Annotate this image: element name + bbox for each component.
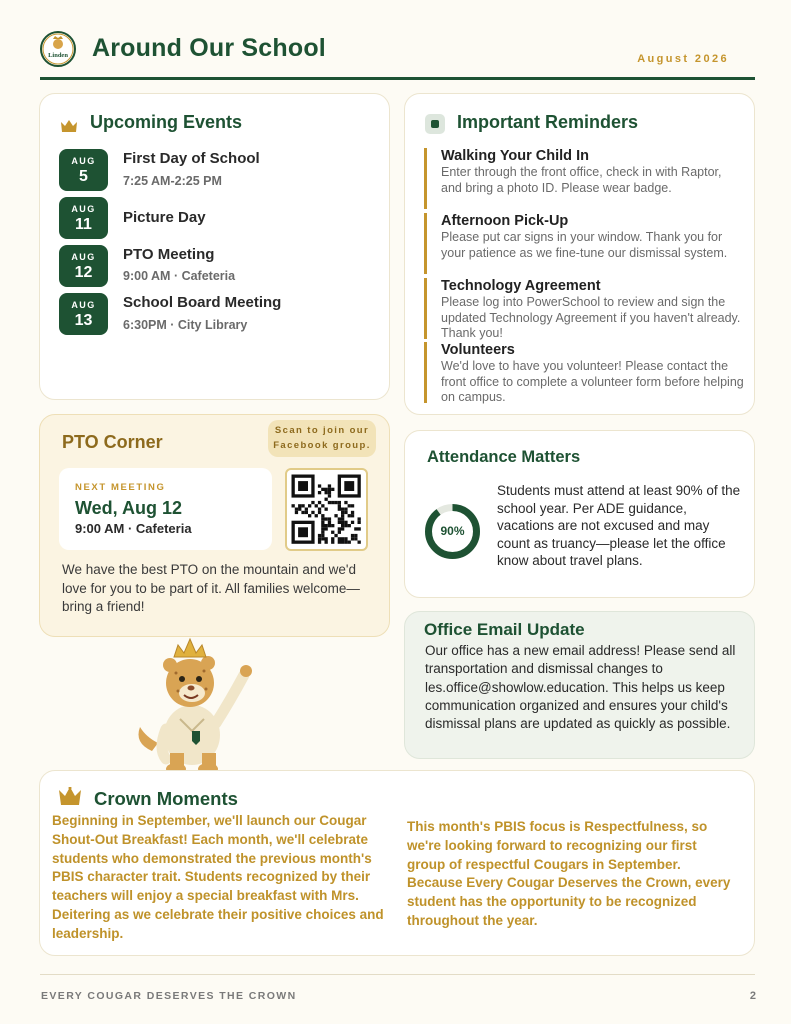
event-item	[59, 245, 379, 287]
event-date-badge	[59, 293, 108, 335]
footer-divider	[40, 974, 755, 975]
event-item	[59, 293, 379, 335]
office-email-text: Our office has a new email address! Please send all transportation and dismissal changes to les.office@showlow.education. This helps us keep communication organized and ensures your child's dismissal plans are updated as quickly as possible.	[425, 643, 736, 732]
event-name: PTO Meeting	[123, 246, 215, 263]
crown-moments-right-text: This month's PBIS focus is Respectfulness, so we're looking forward to recognizing our first group of respectful Cougars in September. Because Every Cougar Deserves the Crown, every student has the opportunity to be recognized throughout the year.	[407, 819, 731, 928]
event-month: AUG	[71, 300, 96, 310]
logo-text: Linden	[48, 52, 68, 59]
header-divider	[40, 77, 755, 80]
event-detail: 6:30PM · City Library	[123, 318, 248, 332]
office-email-title: Office Email Update	[424, 620, 585, 639]
event-date-badge	[59, 197, 108, 239]
scan-hint-line: Facebook group.	[273, 440, 371, 451]
attendance-percent: 90%	[440, 524, 465, 538]
reminder-item	[424, 342, 744, 403]
reminder-title: Technology Agreement	[441, 278, 601, 294]
attendance-title: Attendance Matters	[427, 448, 581, 466]
next-meeting-label: NEXT MEETING	[75, 482, 166, 493]
cougar-mascot-illustration	[132, 631, 258, 777]
reminder-title: Afternoon Pick-Up	[441, 213, 569, 229]
footer-motto: EVERY COUGAR DESERVES THE CROWN	[41, 990, 297, 1002]
qr-code-icon[interactable]	[285, 468, 368, 551]
square-icon	[425, 114, 445, 134]
reminder-item	[424, 213, 744, 274]
reminder-body: Please put car signs in your window. Thank you for your patience as we fine-tune our dismissal system.	[441, 230, 728, 260]
reminder-item	[424, 278, 744, 339]
event-name: First Day of School	[123, 150, 260, 167]
event-item	[59, 197, 379, 239]
next-meeting-date: Wed, Aug 12	[75, 498, 183, 518]
pto-corner-title: PTO Corner	[62, 432, 163, 452]
event-day: 13	[74, 312, 93, 329]
next-meeting-box	[59, 468, 272, 550]
reminders-title: Important Reminders	[457, 112, 639, 132]
reminder-body: Please log into PowerSchool to review and sign the updated Technology Agreement if you haven't already. Thank you!	[441, 295, 741, 340]
issue-date: August 2026	[637, 53, 729, 65]
pto-description: We have the best PTO on the mountain and we'd love for you to be part of it. All families welcome—bring a friend!	[62, 562, 360, 614]
reminder-body: Enter through the front office, check in with Raptor, and bring a photo ID. Please wear badge.	[441, 165, 722, 195]
page-title: Around Our School	[92, 34, 326, 62]
crown-icon	[61, 119, 77, 137]
attendance-text: Students must attend at least 90% of the school year. Per ADE guidance, vacations are not excused and may count as truancy—please let the office know about travel plans.	[497, 483, 741, 568]
event-month: AUG	[71, 156, 96, 166]
event-detail: 7:25 AM-2:25 PM	[123, 174, 222, 188]
event-day: 11	[75, 216, 92, 233]
upcoming-events-title: Upcoming Events	[90, 112, 243, 132]
next-meeting-time: 9:00 AM · Cafeteria	[75, 521, 192, 536]
event-detail: 9:00 AM · Cafeteria	[123, 269, 236, 283]
event-month: AUG	[71, 252, 96, 262]
scan-hint-badge	[268, 420, 376, 457]
event-name: School Board Meeting	[123, 294, 282, 311]
crown-moments-title: Crown Moments	[94, 788, 238, 809]
event-month: AUG	[71, 204, 96, 214]
crown-icon	[59, 787, 81, 810]
reminder-body: We'd love to have you volunteer! Please contact the front office to complete a volunteer form before helping on campus.	[441, 359, 744, 404]
event-date-badge	[59, 245, 108, 287]
reminder-title: Walking Your Child In	[441, 148, 589, 164]
event-name: Picture Day	[123, 209, 206, 226]
reminder-item	[424, 148, 744, 209]
school-logo	[40, 31, 76, 67]
reminder-title: Volunteers	[441, 342, 515, 358]
page-number: 2	[749, 990, 756, 1002]
scan-hint-line: Scan to join our	[274, 425, 370, 436]
event-item	[59, 149, 379, 191]
event-day: 5	[79, 168, 88, 185]
crown-moments-left-text: Beginning in September, we'll launch our Cougar Shout-Out Breakfast! Each month, we'll celebrate students who demonstrated the previous month's PBIS character trait. Students recognized by their teachers will enjoy a special breakfast with Mrs. Deitering as we celebrate their positive choices and leadership.	[52, 813, 384, 941]
event-day: 12	[74, 264, 93, 281]
event-date-badge	[59, 149, 108, 191]
